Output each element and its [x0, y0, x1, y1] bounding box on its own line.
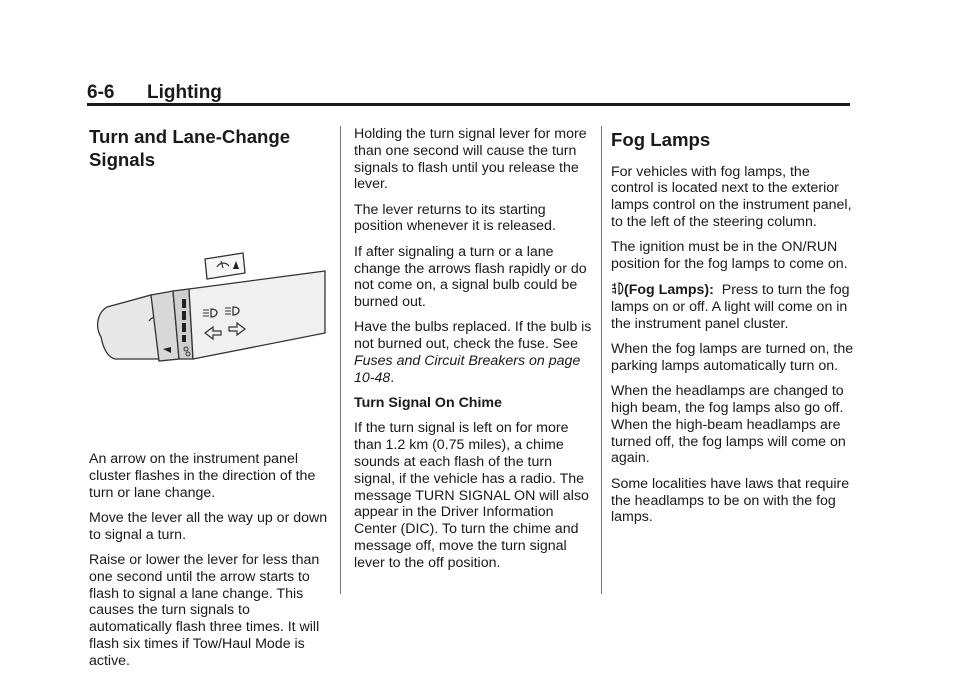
header-rule — [87, 103, 850, 106]
paragraph: When the fog lamps are turned on, the parking lamps automatically turn on. — [611, 341, 854, 374]
paragraph: An arrow on the instrument panel cluster flashes in the direction of the turn or lane change. — [89, 451, 316, 501]
paragraph: The ignition must be in the ON/RUN position for the fog lamps to come on. — [611, 239, 848, 272]
fuse-text: Have the bulbs replaced. If the bulb is not burned out, check the fuse. See — [354, 319, 592, 353]
paragraph-fog-control — [611, 281, 856, 332]
paragraph: Move the lever all the way up or down to signal a turn. — [89, 509, 328, 543]
paragraph: If the turn signal is left on for more than 1.2 km (0.75 miles), a chime sounds at each flash of the turn signal, if the vehicle has a radio. The message TURN SIGNAL ON will also appear in the Driver Information Center (DIC). To turn the chime and message off, move the turn signal lever to the off position. — [354, 420, 589, 571]
subheading-chime: Turn Signal On Chime — [354, 395, 502, 412]
paragraph: For vehicles with fog lamps, the control is located next to the exterior lamps control on the instrument panel, to the left of the steering column. — [611, 163, 852, 230]
fog-lamp-icon — [611, 281, 624, 296]
paragraph: Holding the turn signal lever for more than one second will cause the turn signals to flash until you release the lever. — [354, 126, 587, 193]
fuse-end: . — [390, 369, 395, 386]
fog-lamps-label: (Fog Lamps): — [624, 282, 714, 299]
page-number: 6-6 — [87, 82, 115, 103]
column-divider — [601, 126, 602, 594]
section-heading-fog-lamps: Fog Lamps — [611, 129, 711, 150]
turn-signal-lever-illustration — [93, 249, 329, 371]
fog-lamps-text: Press to turn the fog lamps on or off. A light will come on in the instrument panel cluster. — [611, 282, 850, 332]
paragraph: If after signaling a turn or a lane change the arrows flash rapidly or do not come on, a signal bulb could be burned out. — [354, 243, 587, 311]
section-title: Lighting — [147, 82, 222, 103]
column-middle — [354, 126, 592, 580]
section-heading-turn-signals: Turn and Lane-Change Signals — [89, 126, 291, 170]
column-right — [611, 126, 856, 535]
fuse-reference-link[interactable]: Fuses and Circuit Breakers on page 10-48 — [354, 353, 581, 386]
column-divider — [340, 126, 341, 594]
column-left — [89, 126, 329, 678]
paragraph-fuse — [354, 319, 592, 386]
paragraph: Some localities have laws that require the headlamps to be on with the fog lamps. — [611, 475, 850, 526]
paragraph: Raise or lower the lever for less than one second until the arrow starts to flash to signal a lane change. This causes the turn signals to automatically flash three times. It will flash six times if Tow/Haul Mode is active. — [89, 551, 320, 669]
paragraph: The lever returns to its starting position whenever it is released. — [354, 201, 556, 235]
paragraph: When the headlamps are changed to high beam, the fog lamps also go off. When the high-beam headlamps are turned off, the fog lamps will come on again. — [611, 383, 846, 467]
